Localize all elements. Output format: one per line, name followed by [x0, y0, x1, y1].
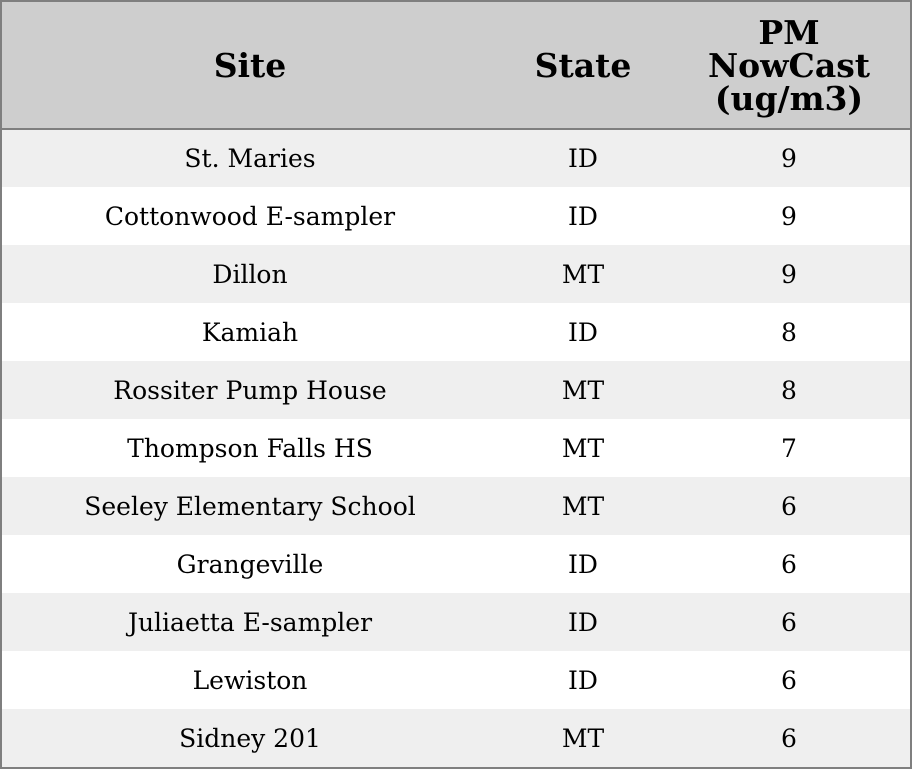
cell-state: MT	[561, 375, 605, 405]
cell-pm-nowcast: 7	[781, 433, 797, 463]
cell-site: Juliaetta E-sampler	[127, 607, 373, 637]
cell-site: Seeley Elementary School	[84, 491, 416, 521]
cell-state: ID	[568, 201, 598, 231]
cell-pm-nowcast: 8	[781, 375, 797, 405]
header-pm-line-2: NowCast	[707, 45, 871, 85]
table-row	[2, 651, 910, 709]
cell-site: Thompson Falls HS	[127, 433, 373, 463]
table-row	[2, 593, 910, 651]
cell-state: MT	[561, 433, 605, 463]
table-row	[2, 477, 910, 535]
cell-site: Grangeville	[176, 549, 324, 579]
cell-site: Kamiah	[201, 317, 299, 347]
table-row	[2, 361, 910, 419]
pm-nowcast-table	[2, 2, 910, 767]
cell-site: Rossiter Pump House	[113, 375, 387, 405]
cell-site: Sidney 201	[179, 723, 321, 753]
cell-state: ID	[568, 317, 598, 347]
cell-state: ID	[568, 665, 598, 695]
header-pm-nowcast	[668, 2, 910, 129]
header-pm-line-3: (ug/m3)	[714, 78, 864, 118]
header-pm-line-1: PM	[758, 12, 820, 52]
cell-state: ID	[568, 549, 598, 579]
cell-pm-nowcast: 6	[781, 491, 797, 521]
cell-pm-nowcast: 9	[781, 259, 797, 289]
cell-pm-nowcast: 6	[781, 665, 797, 695]
table-row	[2, 303, 910, 361]
cell-site: Cottonwood E-sampler	[104, 201, 396, 231]
table-row	[2, 535, 910, 593]
cell-pm-nowcast: 6	[781, 607, 797, 637]
cell-site: St. Maries	[184, 144, 316, 173]
cell-state: MT	[561, 259, 605, 289]
table-body	[2, 129, 910, 767]
table-row	[2, 187, 910, 245]
cell-state: MT	[561, 723, 605, 753]
cell-state: MT	[561, 491, 605, 521]
cell-pm-nowcast: 6	[781, 723, 797, 753]
cell-state: ID	[568, 144, 598, 173]
cell-pm-nowcast: 9	[781, 201, 797, 231]
table-row	[2, 709, 910, 767]
cell-pm-nowcast: 8	[781, 317, 797, 347]
table-row	[2, 245, 910, 303]
cell-site: Dillon	[212, 259, 288, 289]
cell-pm-nowcast: 6	[781, 549, 797, 579]
cell-state: ID	[568, 607, 598, 637]
table-row	[2, 129, 910, 187]
cell-pm-nowcast: 9	[781, 144, 797, 173]
table-row	[2, 419, 910, 477]
header-row	[2, 2, 910, 129]
cell-site: Lewiston	[192, 665, 308, 695]
header-state: State	[498, 2, 668, 129]
header-site: Site	[2, 2, 498, 129]
table-header	[2, 2, 910, 129]
